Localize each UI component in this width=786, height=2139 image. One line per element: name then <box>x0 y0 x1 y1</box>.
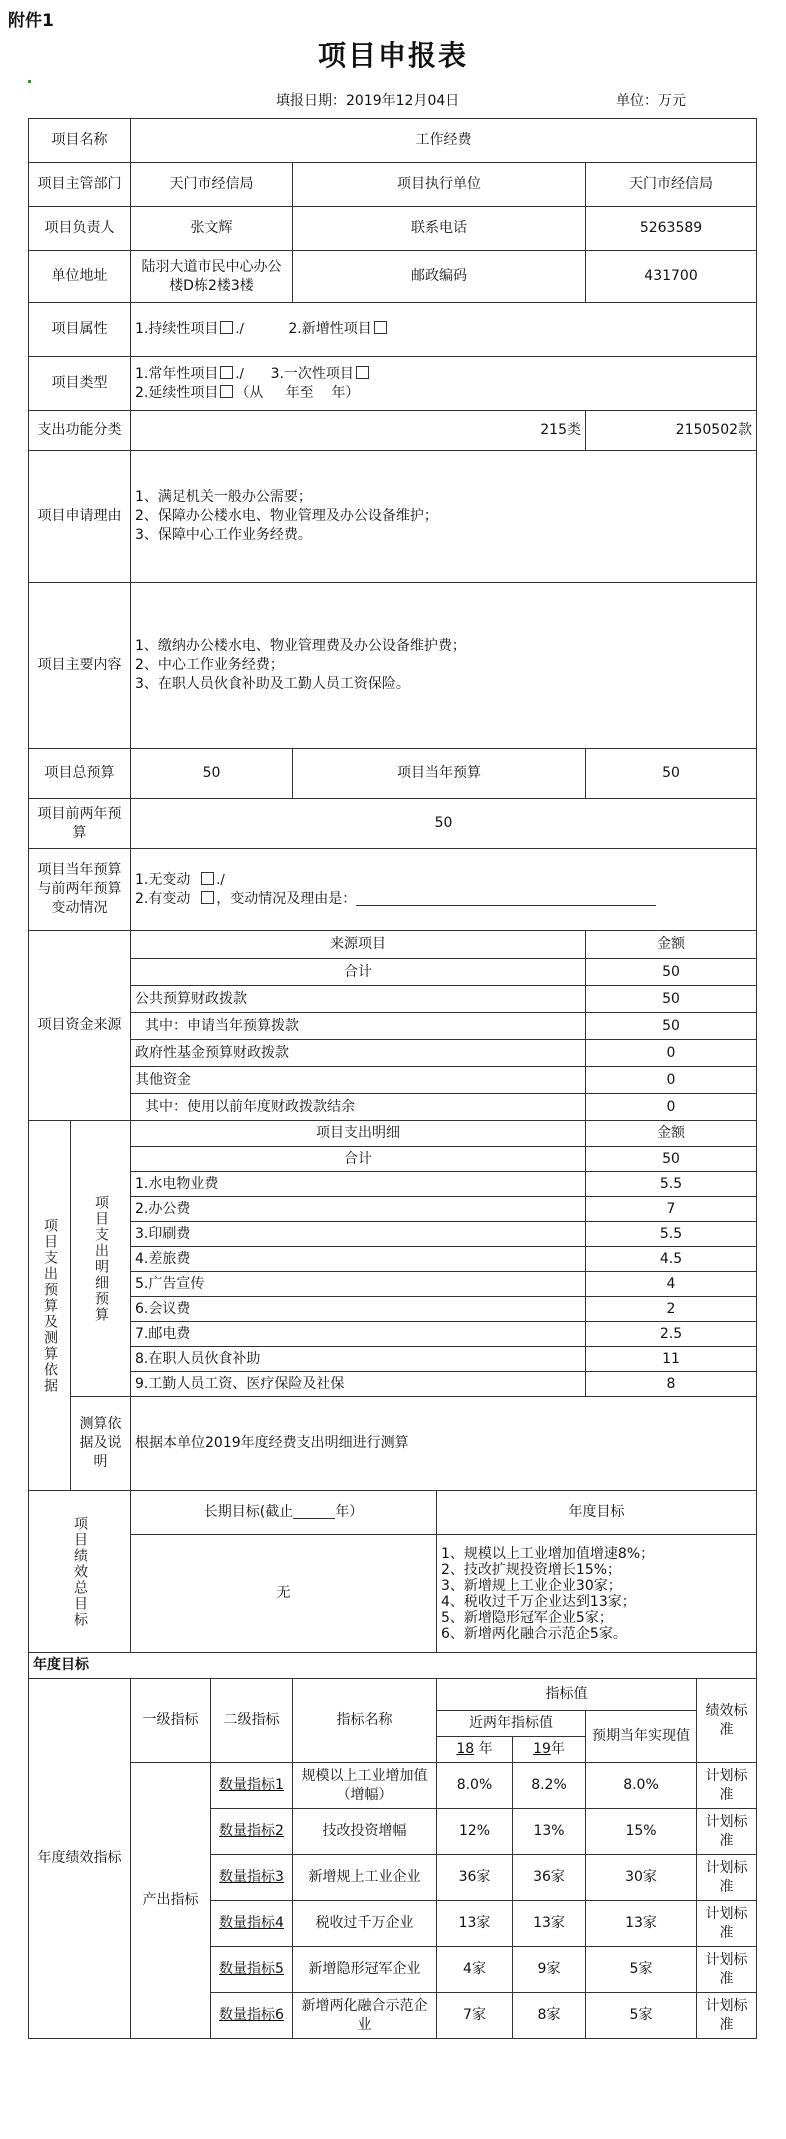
expense-row <box>29 1272 757 1297</box>
perf-value-year2: 36家 <box>513 1855 586 1901</box>
perf-level1-value: 产出指标 <box>131 1763 211 2039</box>
type-option-3: 3.一次性项目 <box>270 365 354 382</box>
annual-goal-line: 4、税收过千万企业达到13家； <box>441 1593 636 1610</box>
phone-label: 联系电话 <box>293 207 586 251</box>
perf-level2-text[interactable]: 数量指标5 <box>219 1961 284 1977</box>
perf-level2-link[interactable] <box>211 1901 293 1947</box>
row-project-name <box>29 119 757 163</box>
funding-amount: 50 <box>586 986 757 1013</box>
type-options <box>131 357 757 411</box>
expense-inner-text: 项目支出明细预算 <box>93 1194 109 1323</box>
checkbox-icon[interactable] <box>220 321 233 334</box>
zip-label: 邮政编码 <box>293 251 586 303</box>
year-suffix: 年 <box>550 1741 565 1757</box>
expense-amount: 7 <box>586 1197 757 1222</box>
goals-label-text: 项目绩效总目标 <box>72 1515 88 1628</box>
basis-text: 根据本单位2019年度经费支出明细进行测算 <box>131 1397 757 1491</box>
perf-expected-value: 13家 <box>586 1901 697 1947</box>
row-prev-budget <box>29 799 757 849</box>
expense-row <box>29 1222 757 1247</box>
type-option-2: 2.延续性项目 <box>135 384 219 401</box>
row-change <box>29 849 757 931</box>
expense-row <box>29 1347 757 1372</box>
perf-standard-value: 计划标准 <box>697 1947 757 1993</box>
checkbox-icon[interactable] <box>220 385 233 398</box>
funding-row <box>29 1067 757 1094</box>
perf-indicator-name: 税收过千万企业 <box>293 1901 437 1947</box>
perf-year1 <box>437 1737 513 1763</box>
total-budget-label: 项目总预算 <box>29 749 131 799</box>
checkbox-icon[interactable] <box>201 872 214 885</box>
checkbox-icon[interactable] <box>356 366 369 379</box>
row-owner <box>29 207 757 251</box>
content-line: 1、缴纳办公楼水电、物业管理费及办公设备维护费； <box>135 638 466 654</box>
funding-amount-header: 金额 <box>586 931 757 959</box>
perf-indicator-name: 技改投资增幅 <box>293 1809 437 1855</box>
perf-recent-header: 近两年指标值 <box>437 1711 586 1737</box>
expense-amount: 11 <box>586 1347 757 1372</box>
dept-label: 项目主管部门 <box>29 163 131 207</box>
perf-standard-value: 计划标准 <box>697 1901 757 1947</box>
perf-level2-link[interactable] <box>211 1809 293 1855</box>
perf-expected-value: 5家 <box>586 1947 697 1993</box>
reason-line: 3、保障中心工作业务经费。 <box>135 527 312 543</box>
funding-amount: 0 <box>586 1094 757 1121</box>
perf-indicator-name: 新增两化融合示范企业 <box>293 1993 437 2039</box>
perf-standard-value: 计划标准 <box>697 1809 757 1855</box>
annual-goal-line: 2、技改扩规投资增长15%； <box>441 1561 622 1578</box>
perf-value-year1: 8.0% <box>437 1763 513 1809</box>
phone-value: 5263589 <box>586 207 757 251</box>
long-term-year: 年） <box>335 1504 364 1520</box>
funding-amount: 0 <box>586 1067 757 1094</box>
check-mark: ./ <box>235 366 244 382</box>
expense-item-header: 项目支出明细 <box>131 1121 586 1147</box>
perf-standard-value: 计划标准 <box>697 1763 757 1809</box>
expense-item: 4.差旅费 <box>131 1247 586 1272</box>
perf-name-header: 指标名称 <box>293 1679 437 1763</box>
owner-label: 项目负责人 <box>29 207 131 251</box>
expense-row <box>29 1197 757 1222</box>
perf-level1-header: 一级指标 <box>131 1679 211 1763</box>
funding-source: 公共预算财政拨款 <box>131 986 586 1013</box>
row-reason <box>29 451 757 583</box>
funding-label: 项目资金来源 <box>29 931 131 1121</box>
expense-header-row <box>29 1121 757 1147</box>
project-name-label: 项目名称 <box>29 119 131 163</box>
reason-line: 1、满足机关一般办公需要； <box>135 489 312 505</box>
type-to: 年至 <box>285 384 314 401</box>
annual-section-row <box>29 1653 757 1679</box>
funding-source: 政府性基金预算财政拨款 <box>131 1040 586 1067</box>
perf-level2-text[interactable]: 数量指标3 <box>219 1869 284 1885</box>
perf-level2-text[interactable]: 数量指标4 <box>219 1915 284 1931</box>
goals-header-row <box>29 1491 757 1535</box>
type-option-1: 1.常年性项目 <box>135 365 219 382</box>
funding-source-header: 来源项目 <box>131 931 586 959</box>
content-line: 2、中心工作业务经费； <box>135 657 284 673</box>
funding-source: 合计 <box>131 959 586 986</box>
function-label: 支出功能分类 <box>29 411 131 451</box>
long-term-value: 无 <box>131 1535 437 1653</box>
annual-goal-list <box>437 1535 757 1653</box>
check-mark: ./ <box>235 322 244 337</box>
function-class: 215类 <box>131 411 586 451</box>
perf-standard-value: 计划标准 <box>697 1993 757 2039</box>
exec-unit-label: 项目执行单位 <box>293 163 586 207</box>
row-dept <box>29 163 757 207</box>
perf-value-year2: 9家 <box>513 1947 586 1993</box>
expense-item: 1.水电物业费 <box>131 1172 586 1197</box>
basis-label: 测算依据及说明 <box>71 1397 131 1491</box>
checkbox-icon[interactable] <box>374 321 387 334</box>
perf-level2-link[interactable] <box>211 1763 293 1809</box>
content-line: 3、在职人员伙食补助及工勤人员工资保险。 <box>135 676 410 692</box>
expense-outer-text: 项目支出预算及测算依据 <box>42 1217 58 1394</box>
attachment-label: 附件1 <box>8 11 54 31</box>
perf-level2-text[interactable]: 数量指标1 <box>219 1777 284 1793</box>
expense-amount-header: 金额 <box>586 1121 757 1147</box>
type-from: （从 <box>235 384 264 401</box>
perf-value-year1: 12% <box>437 1809 513 1855</box>
perf-expected-value: 8.0% <box>586 1763 697 1809</box>
expense-row <box>29 1372 757 1397</box>
goals-label <box>29 1491 131 1653</box>
total-budget-value: 50 <box>131 749 293 799</box>
funding-header-row <box>29 931 757 959</box>
perf-indicator-name: 新增隐形冠军企业 <box>293 1947 437 1993</box>
expense-amount: 4.5 <box>586 1247 757 1272</box>
attribute-label: 项目属性 <box>29 303 131 357</box>
expense-row <box>29 1297 757 1322</box>
perf-standard-value: 计划标准 <box>697 1855 757 1901</box>
type-label: 项目类型 <box>29 357 131 411</box>
expense-amount: 5.5 <box>586 1172 757 1197</box>
long-term-blank[interactable] <box>293 1504 335 1519</box>
function-item: 2150502款 <box>586 411 757 451</box>
expense-amount: 5.5 <box>586 1222 757 1247</box>
perf-label: 年度绩效指标 <box>29 1679 131 2039</box>
address-label: 单位地址 <box>29 251 131 303</box>
expense-item: 5.广告宣传 <box>131 1272 586 1297</box>
attribute-options <box>131 303 757 357</box>
perf-value-year1: 7家 <box>437 1993 513 2039</box>
zip-value: 431700 <box>586 251 757 303</box>
project-name-value: 工作经费 <box>131 119 757 163</box>
expense-item: 合计 <box>131 1147 586 1172</box>
change-reason-label: ，变动情况及理由是： <box>216 890 357 907</box>
annual-goal-line: 1、规模以上工业增加值增速8%； <box>441 1545 655 1562</box>
checkbox-icon[interactable] <box>201 891 214 904</box>
long-term-label: 长期目标(截止 <box>203 1504 294 1520</box>
row-content <box>29 583 757 749</box>
perf-standard-header: 绩效标准 <box>697 1679 757 1763</box>
perf-expected-value: 15% <box>586 1809 697 1855</box>
perf-year2 <box>513 1737 586 1763</box>
perf-level2-text[interactable]: 数量指标2 <box>219 1823 284 1839</box>
reason-text <box>131 451 757 583</box>
basis-row <box>29 1397 757 1491</box>
annual-goal-line: 5、新增隐形冠军企业5家； <box>441 1609 613 1626</box>
reason-label: 项目申请理由 <box>29 451 131 583</box>
type-year-end: 年） <box>331 384 360 401</box>
prev-budget-label: 项目前两年预算 <box>29 799 131 849</box>
change-option-1: 1.无变动 <box>135 871 191 888</box>
perf-value-year1: 36家 <box>437 1855 513 1901</box>
owner-value: 张文辉 <box>131 207 293 251</box>
funding-amount: 0 <box>586 1040 757 1067</box>
annual-goal-line: 6、新增两化融合示范企5家。 <box>441 1625 627 1642</box>
perf-value-year2: 13家 <box>513 1901 586 1947</box>
row-total-budget <box>29 749 757 799</box>
funding-row <box>29 1013 757 1040</box>
expense-row <box>29 1247 757 1272</box>
change-options <box>131 849 757 931</box>
expense-inner-label <box>71 1121 131 1397</box>
expense-amount: 8 <box>586 1372 757 1397</box>
expense-item: 3.印刷费 <box>131 1222 586 1247</box>
year1-value: 18 <box>456 1741 475 1757</box>
attr-option-2: 2.新增性项目 <box>288 321 372 337</box>
row-attribute <box>29 303 757 357</box>
perf-expected-header: 预期当年实现值 <box>586 1711 697 1763</box>
long-term-header <box>131 1491 437 1535</box>
funding-amount: 50 <box>586 959 757 986</box>
perf-value-year1: 13家 <box>437 1901 513 1947</box>
perf-row <box>29 1763 757 1809</box>
funding-row <box>29 1094 757 1121</box>
change-label: 项目当年预算与前两年预算变动情况 <box>29 849 131 931</box>
funding-row <box>29 959 757 986</box>
expense-item: 7.邮电费 <box>131 1322 586 1347</box>
expense-row <box>29 1172 757 1197</box>
perf-indicator-name: 规模以上工业增加值（增幅） <box>293 1763 437 1809</box>
perf-header-row-1 <box>29 1679 757 1711</box>
content-text <box>131 583 757 749</box>
perf-value-year2: 13% <box>513 1809 586 1855</box>
perf-value-year1: 4家 <box>437 1947 513 1993</box>
expense-item: 8.在职人员伙食补助 <box>131 1347 586 1372</box>
perf-level2-header: 二级指标 <box>211 1679 293 1763</box>
unit-label: 单位：万元 <box>616 93 686 109</box>
year-budget-value: 50 <box>586 749 757 799</box>
annual-goal-header: 年度目标 <box>437 1491 757 1535</box>
perf-indicator-name: 新增规上工业企业 <box>293 1855 437 1901</box>
funding-source: 其中：使用以前年度财政拨款结余 <box>131 1094 586 1121</box>
expense-item: 9.工勤人员工资、医疗保险及社保 <box>131 1372 586 1397</box>
change-reason-blank[interactable] <box>356 891 656 906</box>
expense-item: 2.办公费 <box>131 1197 586 1222</box>
dept-value: 天门市经信局 <box>131 163 293 207</box>
perf-level2-link[interactable] <box>211 1947 293 1993</box>
exec-unit-value: 天门市经信局 <box>586 163 757 207</box>
year2-value: 19 <box>533 1741 551 1757</box>
goals-body-row <box>29 1535 757 1653</box>
perf-value-year2: 8.2% <box>513 1763 586 1809</box>
expense-amount: 2.5 <box>586 1322 757 1347</box>
perf-level2-link[interactable] <box>211 1993 293 2039</box>
perf-value-header: 指标值 <box>437 1679 697 1711</box>
funding-amount: 50 <box>586 1013 757 1040</box>
perf-value-year2: 8家 <box>513 1993 586 2039</box>
reason-line: 2、保障办公楼水电、物业管理及办公设备维护； <box>135 508 438 524</box>
expense-amount: 2 <box>586 1297 757 1322</box>
expense-amount: 50 <box>586 1147 757 1172</box>
row-type <box>29 357 757 411</box>
check-mark: ./ <box>216 872 225 888</box>
expense-amount: 4 <box>586 1272 757 1297</box>
prev-budget-value: 50 <box>131 799 757 849</box>
row-function <box>29 411 757 451</box>
perf-expected-value: 30家 <box>586 1855 697 1901</box>
attr-option-1: 1.持续性项目 <box>135 321 219 337</box>
funding-row <box>29 986 757 1013</box>
address-value: 陆羽大道市民中心办公楼D栋2楼3楼 <box>131 251 293 303</box>
expense-item: 6.会议费 <box>131 1297 586 1322</box>
expense-row <box>29 1147 757 1172</box>
project-form-table <box>28 118 757 2039</box>
fill-date: 填报日期：2019年12月04日 <box>276 93 460 109</box>
perf-expected-value: 5家 <box>586 1993 697 2039</box>
page-title: 项目申报表 <box>317 39 468 72</box>
checkbox-icon[interactable] <box>220 366 233 379</box>
annual-section-title: 年度目标 <box>29 1653 757 1679</box>
funding-source: 其他资金 <box>131 1067 586 1094</box>
annual-goal-line: 3、新增规上工业企业30家； <box>441 1577 622 1594</box>
green-mark <box>28 80 31 83</box>
perf-level2-text[interactable]: 数量指标6 <box>219 2007 284 2023</box>
change-option-2: 2.有变动 <box>135 890 191 907</box>
expense-outer-label <box>29 1121 71 1491</box>
row-address <box>29 251 757 303</box>
year-budget-label: 项目当年预算 <box>293 749 586 799</box>
expense-row <box>29 1322 757 1347</box>
content-label: 项目主要内容 <box>29 583 131 749</box>
funding-source: 其中：申请当年预算拨款 <box>131 1013 586 1040</box>
perf-level2-link[interactable] <box>211 1855 293 1901</box>
year-suffix: 年 <box>478 1741 493 1757</box>
funding-row <box>29 1040 757 1067</box>
